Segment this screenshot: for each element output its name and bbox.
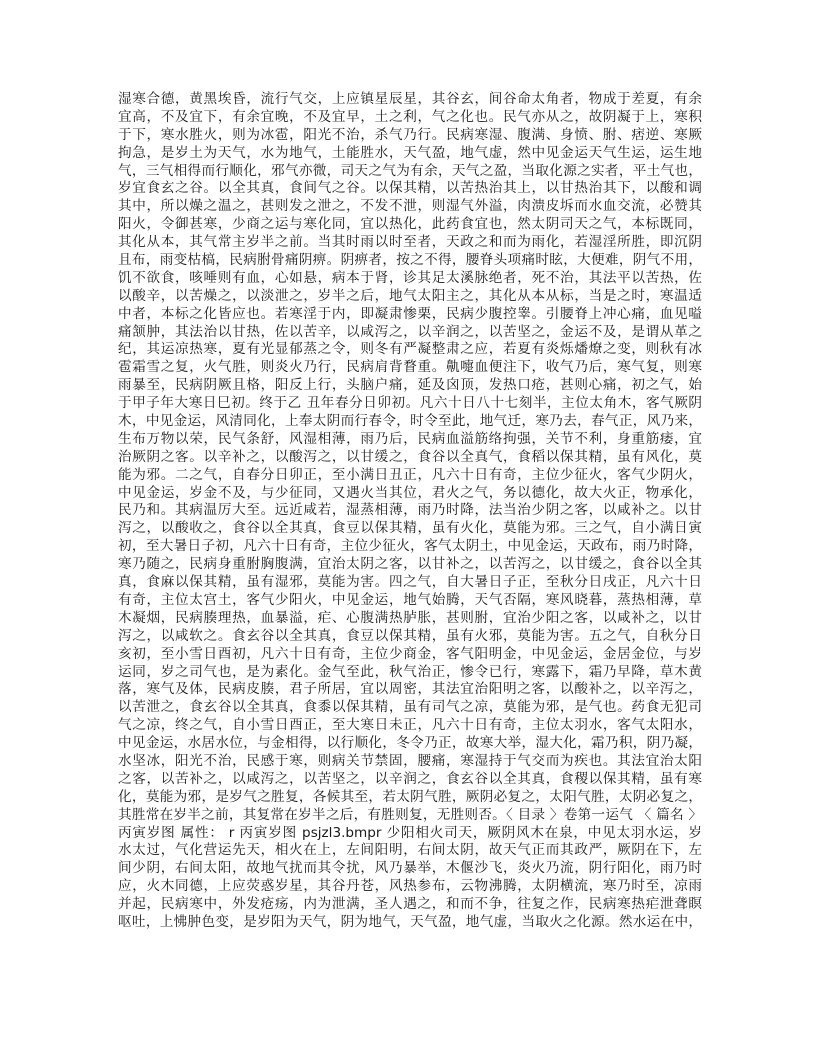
text-line: 应，火木同德，上应荧惑岁星，其谷丹苍，风热参布，云物沸腾，太阴横流，寒乃时至，凉雨 (118, 878, 702, 895)
text-line: 间少阴，右间太阳，故地气扰而其令扰，风乃暴举，木偃沙飞，炎火乃流，阴行阳化，雨乃时 (118, 860, 702, 877)
text-line: 亥初，至小雪日酉初，凡六十日有奇，主位少商金，客气阳明金，中见金运，金居金位，与岁 (118, 645, 702, 662)
text-line: 岁宜食玄之谷。以全其真，食间气之谷。以保其精，以苦热治其上，以甘热治其下，以酸和调 (118, 180, 702, 197)
text-line: 于甲子年大寒日巳初。终于乙 丑年春分日卯初。凡六十日八十七刻半，主位太角木，客气厥阴 (118, 395, 702, 412)
text-line: 化，莫能为邪，是岁气之胜复，各候其至，若太阴气胜，厥阴必复之，太阳气胜，太阴必复之， (118, 788, 702, 805)
text-line: 丙寅岁图 属性： r 丙寅岁图 psjzl3.bmpr 少阳相火司天，厥阴风木在泉，中见太羽水运，岁 (118, 824, 702, 841)
text-line: 木，中见金运，风清同化，上奉太阴而行春令，时令至此，地气迁，寒乃去，春气正，风乃来， (118, 413, 702, 430)
text-line: 于下，寒水胜火，则为冰雹，阳光不治，杀气乃行。民病寒湿、腹满、身愤、胕、痞逆、寒厥 (118, 126, 702, 143)
text-line: 纪，其运凉热寒，夏有光显郁蒸之令，则冬有严凝整肃之应，若夏有炎烁燔燎之变，则秋有冰 (118, 341, 702, 358)
text-line: 拘急，是岁土为天气，水为地气，土能胜水，天气盈，地气虚，然中见金运天气生运，运生地 (118, 144, 702, 161)
text-line: 真，食麻以保其精，虽有湿邪，莫能为害。四之气，自大暑日子正，至秋分日戌正，凡六十日 (118, 574, 702, 591)
text-line: 其化从本，其气常主岁半之前。当其时雨以时至者，天政之和而为雨化，若湿淫所胜，即沉阴 (118, 234, 702, 251)
text-line: 雹霜雪之复，火气胜，则炎火乃行，民病肩背瞀重。鼽嚏血便注下，收气乃后，寒气复，则寒 (118, 359, 702, 376)
text-line: 有奇，主位太宫土，客气少阳火，中见金运，地气始腾，天气否隔，寒风晓暮，蒸热相薄，草 (118, 591, 702, 608)
text-line: 运同，岁之司气也，是为素化。金气至此，秋气治正，惨令已行，寒露下，霜乃早降，草木黄 (118, 663, 702, 680)
text-line: 寒乃随之，民病身重胕胸腹满，宜治太阴之客，以甘补之，以苦泻之，以甘缓之，食谷以全其 (118, 556, 702, 573)
text-line: 气，三气相得而行顺化，邪气亦微，司天之气为有余，天气之盈，当取化源之实者，平土气也， (118, 162, 702, 179)
text-line: 宜高，不及宜下，有余宜晚，不及宜早，土之利，气之化也。民气亦从之，故阴凝于上，寒积 (118, 108, 702, 125)
text-line: 其中，所以燥之温之，甚则发之泄之，不发不泄，则湿气外溢，肉溃皮坼而水血交流，必赞其 (118, 198, 702, 215)
text-line: 其胜常在岁半之前，其复常在岁半之后，有胜则复，无胜则否。〈 目录 〉卷第一运气 〈 篇名 〉 (118, 806, 702, 823)
document-body (118, 91, 702, 932)
text-line: 水坚冰，阳光不治，民感于寒，则病关节禁固，腰痛，寒湿持于气交而为疾也。其法宜治太阳 (118, 752, 702, 769)
text-line: 以苦泄之，食玄谷以全其真，食黍以保其精，虽有司气之凉，莫能为邪，是气也。药食无犯司 (118, 699, 702, 716)
text-line: 之客，以苦补之，以咸泻之，以苦坚之，以辛润之，食玄谷以全其真，食稷以保其精，虽有寒 (118, 770, 702, 787)
text-line: 阳火，令御甚寒，少商之运与寒化同，宜以热化，此药食宜也，然太阴司天之气，本标既同， (118, 216, 702, 233)
text-line: 木凝烟，民病腠理热，血暴溢，疟、心腹满热胪胀，甚则胕，宜治少阳之客，以咸补之，以甘 (118, 609, 702, 626)
text-line: 初，至大暑日子初，凡六十日有奇，主位少征火，客气太阴土，中见金运，天政布，雨乃时降， (118, 538, 702, 555)
text-line: 水太过，气化营运先天，相火在上，左间阳明，右间太阴，故天气正而其政严，厥阴在下，左 (118, 842, 702, 859)
text-line: 湿寒合德，黄黑埃昏，流行气交，上应镇星辰星，其谷玄，间谷命太角者，物成于差夏，有余 (118, 91, 702, 107)
text-line: 中见金运，岁金不及，与少征同，又遇火当其位，君火之气，务以德化，故大火正，物承化， (118, 484, 702, 501)
text-line: 泻之，以咸软之。食玄谷以全其真，食豆以保其精，虽有火邪，莫能为害。五之气，自秋分日 (118, 627, 702, 644)
text-line: 中者，本标之化皆应也。若寒淫于内，即凝肃惨栗，民病少腹控睾。引腰脊上冲心痛，血见嗌 (118, 305, 702, 322)
text-line: 能为邪。二之气，自春分日卯正，至小满日丑正，凡六十日有奇，主位少征火，客气少阴火， (118, 466, 702, 483)
text-line: 并起，民病寒中，外发疮疡，内为泄满，圣人遇之，和而不争，往复之作，民病寒热疟泄聋瞑 (118, 896, 702, 913)
text-line: 痛颔肿，其法治以甘热，佐以苦辛，以咸泻之，以辛润之，以苦坚之，金运不及，是谓从革之 (118, 323, 702, 340)
text-line: 落，寒气及体，民病皮腠，君子所居，宜以周密，其法宜治阳明之客，以酸补之，以辛泻之， (118, 681, 702, 698)
text-line: 气之凉，终之气，自小雪日酉正，至大寒日未正，凡六十日有奇，主位太羽水，客气太阳水， (118, 717, 702, 734)
text-line: 中见金运，水居水位，与金相得，以行顺化，冬令乃正，故寒大举，湿大化，霜乃积，阴乃凝， (118, 735, 702, 752)
text-line: 治厥阴之客。以辛补之，以酸泻之，以甘缓之，食谷以全真气，食稻以保其精，虽有风化，莫 (118, 448, 702, 465)
text-line: 民乃和。其病温厉大至。远近咸若，湿蒸相薄，雨乃时降，法当治少阴之客，以咸补之。以甘 (118, 502, 702, 519)
text-line: 泻之，以酸收之，食谷以全其真，食豆以保其精，虽有火化，莫能为邪。三之气，自小满日寅 (118, 520, 702, 537)
text-line: 且布，雨变枯槁，民病胕骨痛阴痹。阴痹者，按之不得，腰脊头项痛时眩，大便难，阴气不用， (118, 252, 702, 269)
text-line: 饥不欲食，咳唾则有血，心如悬，病本于肾，诊其足太溪脉绝者，死不治，其法平以苦热，佐 (118, 269, 702, 286)
text-line: 以酸辛，以苦燥之，以淡泄之，岁半之后，地气太阳主之，其化从本从标，当是之时，寒温适 (118, 287, 702, 304)
text-line: 生布万物以荣，民气条舒，风湿相薄，雨乃后，民病血溢筋络拘强，关节不利，身重筋痿，宜 (118, 430, 702, 447)
text-line: 呕吐，上怫肿色变，是岁阳为天气，阴为地气，天气盈，地气虚，当取火之化源。然水运在中， (118, 913, 702, 930)
text-line: 雨暴至，民病阴厥且格，阳反上行，头脑户痛，延及囟顶，发热口疮，甚则心痛，初之气，始 (118, 377, 702, 394)
